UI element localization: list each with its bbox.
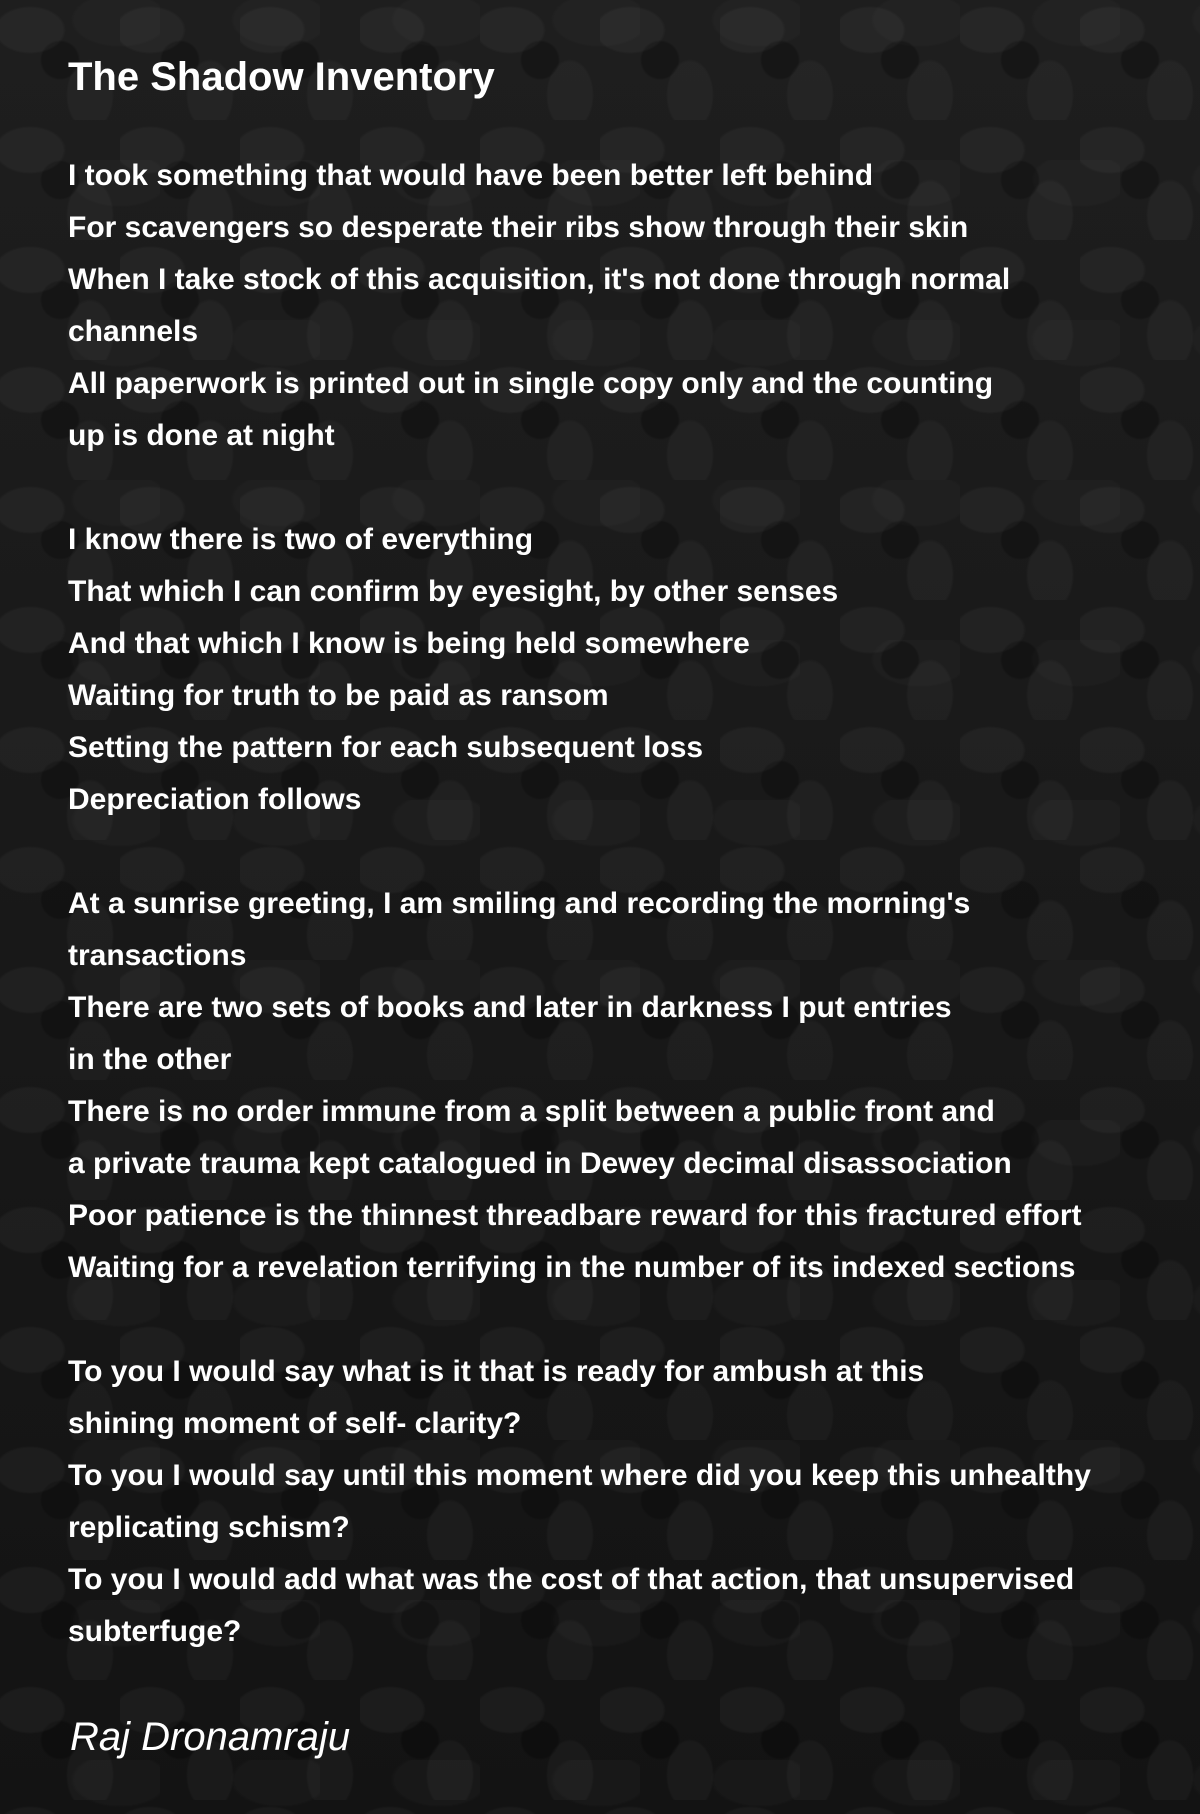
poem-line: I took something that would have been better left behind (68, 159, 874, 192)
poem-line: All paperwork is printed out in single copy only and the counting (68, 367, 994, 400)
poem-line: Poor patience is the thinnest threadbare reward for this fractured effort (68, 1199, 1082, 1232)
poem-line: To you I would add what was the cost of that action, that unsupervised (68, 1563, 1075, 1596)
poem-line: When I take stock of this acquisition, it's not done through normal (68, 263, 1011, 296)
poem-line: Waiting for a revelation terrifying in the number of its indexed sections (68, 1251, 1076, 1284)
poem-line: There are two sets of books and later in darkness I put entries (68, 991, 952, 1024)
poem-line: in the other (68, 1043, 232, 1076)
poem-line: Depreciation follows (68, 783, 362, 816)
poem-line: Setting the pattern for each subsequent loss (68, 731, 704, 764)
poem-line: subterfuge? (68, 1615, 242, 1648)
poem-line: To you I would say until this moment where did you keep this unhealthy (68, 1459, 1091, 1492)
poem-line: Waiting for truth to be paid as ransom (68, 679, 609, 712)
poem-line: up is done at night (68, 419, 335, 452)
stanza-3 (68, 878, 1188, 1294)
poem-line: replicating schism? (68, 1511, 350, 1544)
stanza-4 (68, 1346, 1188, 1658)
poem-author: Raj Dronamraju (70, 1715, 351, 1759)
poem-line: There is no order immune from a split between a public front and (68, 1095, 995, 1128)
poem-body (68, 150, 1188, 1710)
poem-line: shining moment of self- clarity? (68, 1407, 522, 1440)
poem-line: a private trauma kept catalogued in Dewey decimal disassociation (68, 1147, 1012, 1180)
poem-line: For scavengers so desperate their ribs show through their skin (68, 211, 969, 244)
poem-line: channels (68, 315, 199, 348)
stanza-1 (68, 150, 1188, 462)
poem-line: To you I would say what is it that is ready for ambush at this (68, 1355, 925, 1388)
poem-title: The Shadow Inventory (68, 55, 495, 99)
poem-line: transactions (68, 939, 247, 972)
poem-line: At a sunrise greeting, I am smiling and recording the morning's (68, 887, 971, 920)
poem-line: That which I can confirm by eyesight, by other senses (68, 575, 839, 608)
poem-line: And that which I know is being held somewhere (68, 627, 750, 660)
stanza-2 (68, 514, 1188, 826)
poem-line: I know there is two of everything (68, 523, 534, 556)
